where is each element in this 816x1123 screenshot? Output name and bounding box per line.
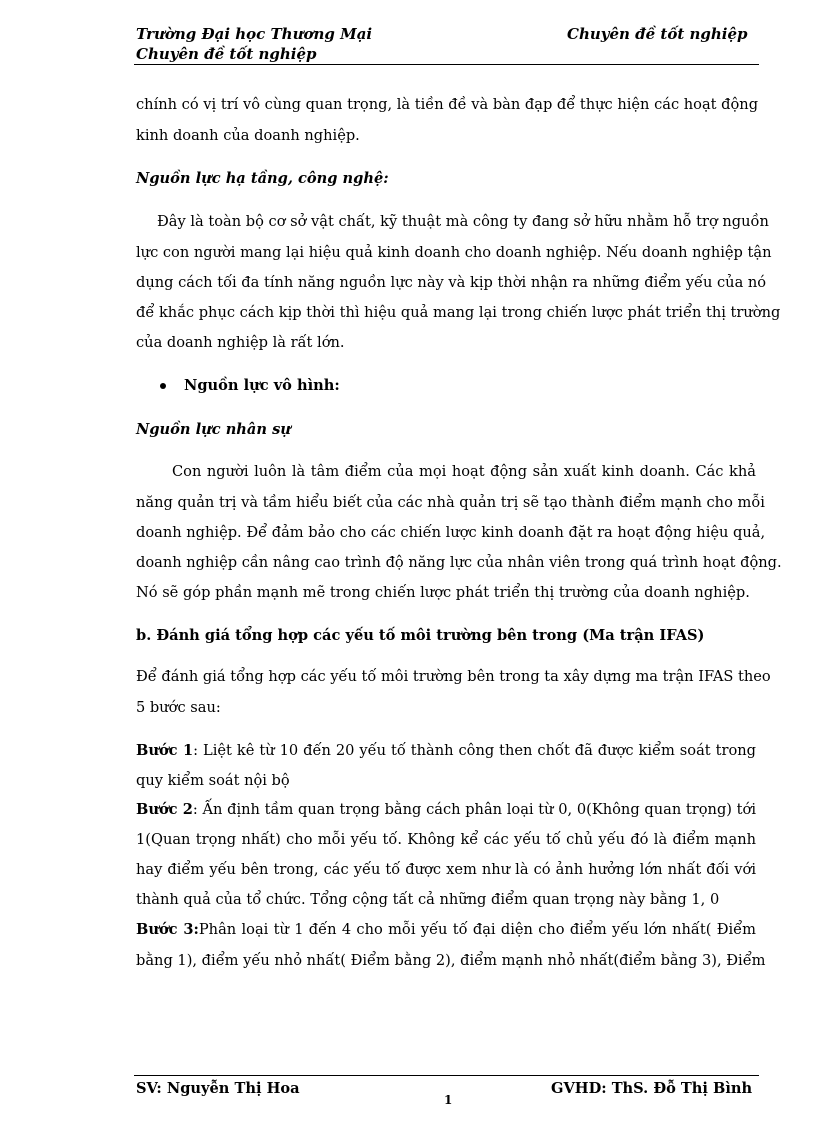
header-school-name: Trường Đại học Thương Mại	[136, 25, 373, 43]
body-line: để khắc phục cách kịp thời thì hiệu quả mang lại trong chiến lược phát triển thị trường	[136, 304, 781, 321]
step-2-text: : Ấn định tầm quan trọng bằng cách phân loại từ 0, 0(Không quan trọng) tới	[192, 801, 756, 818]
body-line: Con người luôn là tâm điểm của mọi hoạt động sản xuất kinh doanh. Các khả	[172, 463, 756, 480]
body-line: Nó sẽ góp phần mạnh mẽ trong chiến lược phát triển thị trường của doanh nghiệp.	[136, 584, 750, 601]
body-line: Để đánh giá tổng hợp các yếu tố môi trường bên trong ta xây dựng ma trận IFAS theo	[136, 668, 771, 685]
step-1-text: : Liệt kê từ 10 đến 20 yếu tố thành công then chốt đã được kiểm soát trong	[193, 742, 756, 759]
body-line: quy kiểm soát nội bộ	[136, 772, 290, 789]
bullet-icon	[160, 383, 166, 389]
step-3-text: Phân loại từ 1 đến 4 cho mỗi yếu tố đại diện cho điểm yếu lớn nhất( Điểm	[198, 921, 756, 938]
bullet-intangible-resources: Nguồn lực vô hình:	[184, 377, 340, 394]
body-line: 5 bước sau:	[136, 699, 221, 716]
header-rule	[134, 64, 759, 65]
step-1-label: Bước 1	[136, 742, 194, 759]
section-heading-infrastructure: Nguồn lực hạ tầng, công nghệ:	[136, 170, 389, 187]
page-number: 1	[444, 1093, 453, 1107]
body-line: thành quả của tổ chức. Tổng cộng tất cả những điểm quan trọng này bằng 1, 0	[136, 891, 720, 908]
step-3-label: Bước 3:	[136, 921, 199, 938]
body-line: hay điểm yếu bên trong, các yếu tố được xem như là có ảnh hưởng lớn nhất đối với	[136, 861, 756, 878]
body-line: 1(Quan trọng nhất) cho mỗi yếu tố. Không kể các yếu tố chủ yếu đó là điểm mạnh	[136, 831, 756, 848]
body-line: doanh nghiệp. Để đảm bảo cho các chiến lược kinh doanh đặt ra hoạt động hiệu quả,	[136, 524, 766, 541]
header-right-title: Chuyên đề tốt nghiệp	[567, 25, 748, 43]
body-line: chính có vị trí vô cùng quan trọng, là tiền đề và bàn đạp để thực hiện các hoạt động	[136, 96, 759, 113]
body-line: năng quản trị và tầm hiểu biết của các nhà quản trị sẽ tạo thành điểm mạnh cho mỗi	[136, 494, 765, 511]
step-1-line	[136, 741, 756, 761]
footer-student: SV: Nguyễn Thị Hoa	[136, 1080, 300, 1097]
section-heading-human-resources: Nguồn lực nhân sự	[136, 421, 291, 438]
footer-supervisor: GVHD: ThS. Đỗ Thị Bình	[551, 1080, 753, 1097]
body-line: dụng cách tối đa tính năng nguồn lực này và kịp thời nhận ra những điểm yếu của nó	[136, 274, 767, 291]
body-line: bằng 1), điểm yếu nhỏ nhất( Điểm bằng 2), điểm mạnh nhỏ nhất(điểm bằng 3), Điểm	[136, 952, 766, 969]
body-line: doanh nghiệp cần nâng cao trình độ năng lực của nhân viên trong quá trình hoạt động.	[136, 554, 782, 571]
body-line: Đây là toàn bộ cơ sở vật chất, kỹ thuật mà công ty đang sở hữu nhằm hỗ trợ nguồn	[157, 213, 769, 230]
step-2-line	[136, 800, 756, 820]
body-line: của doanh nghiệp là rất lớn.	[136, 334, 345, 351]
section-heading-ifas: b. Đánh giá tổng hợp các yếu tố môi trường bên trong (Ma trận IFAS)	[136, 627, 705, 644]
step-3-line	[136, 920, 756, 940]
header-doc-type: Chuyên đề tốt nghiệp	[136, 45, 317, 63]
footer-rule	[134, 1075, 759, 1076]
step-2-label: Bước 2	[136, 801, 193, 818]
body-line: lực con người mang lại hiệu quả kinh doanh cho doanh nghiệp. Nếu doanh nghiệp tận	[136, 244, 772, 261]
body-line: kinh doanh của doanh nghiệp.	[136, 127, 360, 144]
